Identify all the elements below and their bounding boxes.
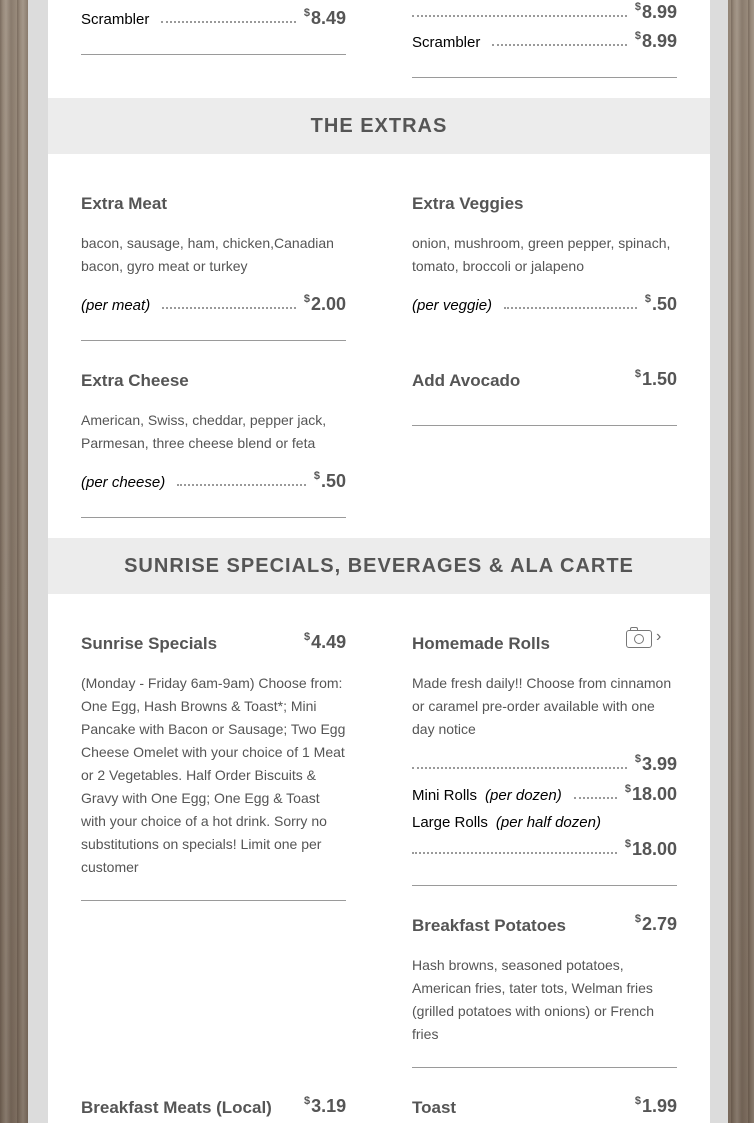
item-price: $18.00 [624,783,677,804]
leader-dots [177,484,306,486]
leader-dots [412,852,617,854]
item-title-extra-meat: Extra Meat [81,194,167,213]
item-title-toast: Toast [412,1098,457,1117]
sunrise-specials-price: $4.49 [304,631,347,652]
item-desc-extra-meat: bacon, sausage, ham, chicken,Canadian bacon, gyro meat or turkey [81,235,334,274]
divider [412,77,677,78]
item-label: Scrambler [81,11,150,28]
unit-label: (per cheese) [81,474,166,491]
unit-label: (per half dozen) [495,814,601,831]
camera-icon[interactable] [626,630,652,648]
item-label: Large Rolls [412,814,488,831]
item-label: Mini Rolls [412,787,478,804]
toast-price: $1.99 [634,1095,677,1116]
leader-dots [412,15,627,17]
leader-dots [492,44,626,46]
breakfast-potatoes-price: $2.79 [634,913,677,934]
chevron-right-icon[interactable]: › [656,628,662,645]
item-price: $3.99 [634,753,677,774]
divider [412,1067,677,1068]
item-title-extra-veggies: Extra Veggies [412,194,524,213]
leader-dots [574,797,617,799]
extra-veggies-price-row [412,294,677,318]
extra-meat-price-row [81,294,346,318]
leader-dots [162,307,296,309]
item-price: $.50 [313,470,346,491]
item-desc-homemade-rolls: Made fresh daily!! Choose from cinnamon or caramel pre-order available with one day notice [412,675,672,737]
menu-card [48,0,710,1123]
item-title-extra-cheese: Extra Cheese [81,371,189,390]
item-desc-extra-cheese: American, Swiss, cheddar, pepper jack, Parmesan, three cheese blend or feta [81,412,327,451]
item-price: $2.00 [303,293,346,314]
divider [81,54,346,55]
mini-rolls-row [412,784,677,808]
unit-label: (per meat) [81,297,151,314]
rolls-base-price-row [412,754,677,778]
item-desc-sunrise-specials: (Monday - Friday 6am-9am) Choose from: One Egg, Hash Browns & Toast*; Mini Pancake with Bacon or Sausage; Two Egg Cheese Omelet with your choice of 1 Meat or 2 Vegetables. Half Order Biscuits & Gravy with One Egg; One Egg & Toast with your choice of a hot drink. Sorry no substitutions on specials! Limit one per customer [81,675,346,875]
item-label: Scrambler [412,34,481,51]
item-price: $8.99 [634,1,677,22]
add-avocado-price: $1.50 [634,368,677,389]
large-rolls-row [412,814,677,838]
unit-label: (per dozen) [485,787,562,804]
item-title-breakfast-potatoes: Breakfast Potatoes [412,916,567,935]
divider [81,517,346,518]
right-price-row [412,2,677,26]
divider [81,900,346,901]
item-title-add-avocado: Add Avocado [412,371,521,390]
item-price: $8.49 [303,7,346,28]
item-price: $18.00 [624,838,677,859]
divider [81,340,346,341]
item-price: $8.99 [634,30,677,51]
leader-dots [412,767,627,769]
scrambler-right-row [412,31,677,55]
leader-dots [504,307,637,309]
leader-dots [161,21,295,23]
item-title-sunrise-specials: Sunrise Specials [81,634,218,653]
breakfast-meats-price: $3.19 [304,1095,347,1116]
unit-label: (per veggie) [412,297,493,314]
section-header-sunrise: SUNRISE SPECIALS, BEVERAGES & ALA CARTE [48,538,710,594]
item-desc-extra-veggies: onion, mushroom, green pepper, spinach, tomato, broccoli or jalapeno [412,235,671,274]
scrambler-left-row [81,8,346,32]
extra-cheese-price-row [81,471,346,495]
item-desc-breakfast-potatoes: Hash browns, seasoned potatoes, American fries, tater tots, Welman fries (grilled potatoes with onions) or French fries [412,957,655,1042]
divider [412,885,677,886]
large-rolls-price-row [412,839,677,863]
section-header-extras: THE EXTRAS [48,98,710,154]
item-price: $.50 [644,293,677,314]
item-title-breakfast-meats: Breakfast Meats (Local) [81,1098,272,1117]
divider [412,425,677,426]
item-title-homemade-rolls: Homemade Rolls [412,634,550,653]
